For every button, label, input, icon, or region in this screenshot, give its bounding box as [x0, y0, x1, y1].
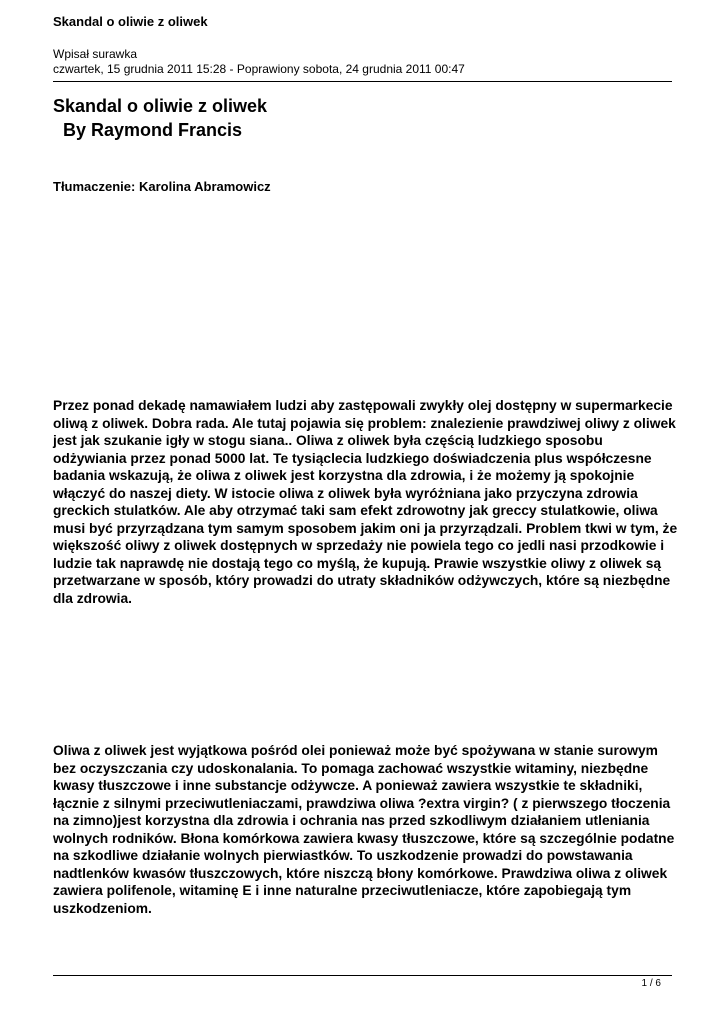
- header-divider: [53, 81, 672, 82]
- translator-credit: Tłumaczenie: Karolina Abramowicz: [53, 179, 271, 194]
- article-title-block: [53, 94, 267, 142]
- body-paragraph-1: Przez ponad dekadę namawiałem ludzi aby zastępowali zwykły olej dostępny w supermarkecie oliwą z oliwek. Dobra rada. Ale tutaj pojawia się problem: znalezienie prawdziwej oliwy z oliwek jest jak szukanie igły w stogu siana.. Oliwa z oliwek była częścią ludzkiego sposobu odżywiania przez ponad 5000 lat. Te tysiąclecia ludzkiego doświadczenia plus współczesne badania wskazują, że oliwa z oliwek jest korzystna dla zdrowia, i że możemy ją spokojnie włączyć do naszej diety. W istocie oliwa z oliwek była wyróżniana jako przyczyna zdrowia greckich stulatków. Ale aby otrzymać taki sam efekt zdrowotny jak greccy stulatkowie, oliwa musi być przyrządzana tym samym sposobem jakim oni ja przyrządzali. Problem tkwi w tym, że większość oliwy z oliwek dostępnych w sprzedaży nie powiela tego co jedli nasi przodkowie i ludzie tak naprawdę nie dostają tego co myślą, że kupują. Prawie wszystkie oliwy z oliwek są przetwarzane w sposób, który prowadzi do utraty składników odżywczych, które są niezbędne dla zdrowia.: [53, 398, 678, 606]
- article-title: Skandal o oliwie z oliwek: [53, 96, 268, 116]
- article-meta: [53, 47, 465, 77]
- footer-divider: [53, 975, 672, 976]
- article-byline: By Raymond Francis: [53, 120, 243, 140]
- running-header-title: Skandal o oliwie z oliwek: [53, 14, 208, 29]
- page-number: 1 / 6: [641, 978, 661, 989]
- date-line: czwartek, 15 grudnia 2011 15:28 - Poprawiony sobota, 24 grudnia 2011 00:47: [53, 62, 465, 76]
- body-paragraph-2: Oliwa z oliwek jest wyjątkowa pośród olei ponieważ może być spożywana w stanie surowym bez oczyszczania czy udoskonalania. To pomaga zachować wszystkie witaminy, niezbędne kwasy tłuszczowe i inne substancje odżywcze. A ponieważ zawiera wszystkie te składniki, łącznie z silnymi przeciwutleniaczami, prawdziwa oliwa ?extra virgin? ( z pierwszego tłoczenia na zimno)jest korzystna dla zdrowia i ochrania nas przed szkodliwym działaniem utleniania wolnych rodników. Błona komórkowa zawiera kwasy tłuszczowe, które są szczególnie podatne na szkodliwe działanie wolnych pierwiastków. To uszkodzenie prowadzi do powstawania nadtlenków kwasów tłuszczowych, które niszczą błony komórkowe. Prawdziwa oliwa z oliwek zawiera polifenole, witaminę E i inne naturalne przeciwutleniacze, które zapobiegają tym uszkodzeniom.: [53, 743, 675, 916]
- author-line: Wpisał surawka: [53, 47, 138, 61]
